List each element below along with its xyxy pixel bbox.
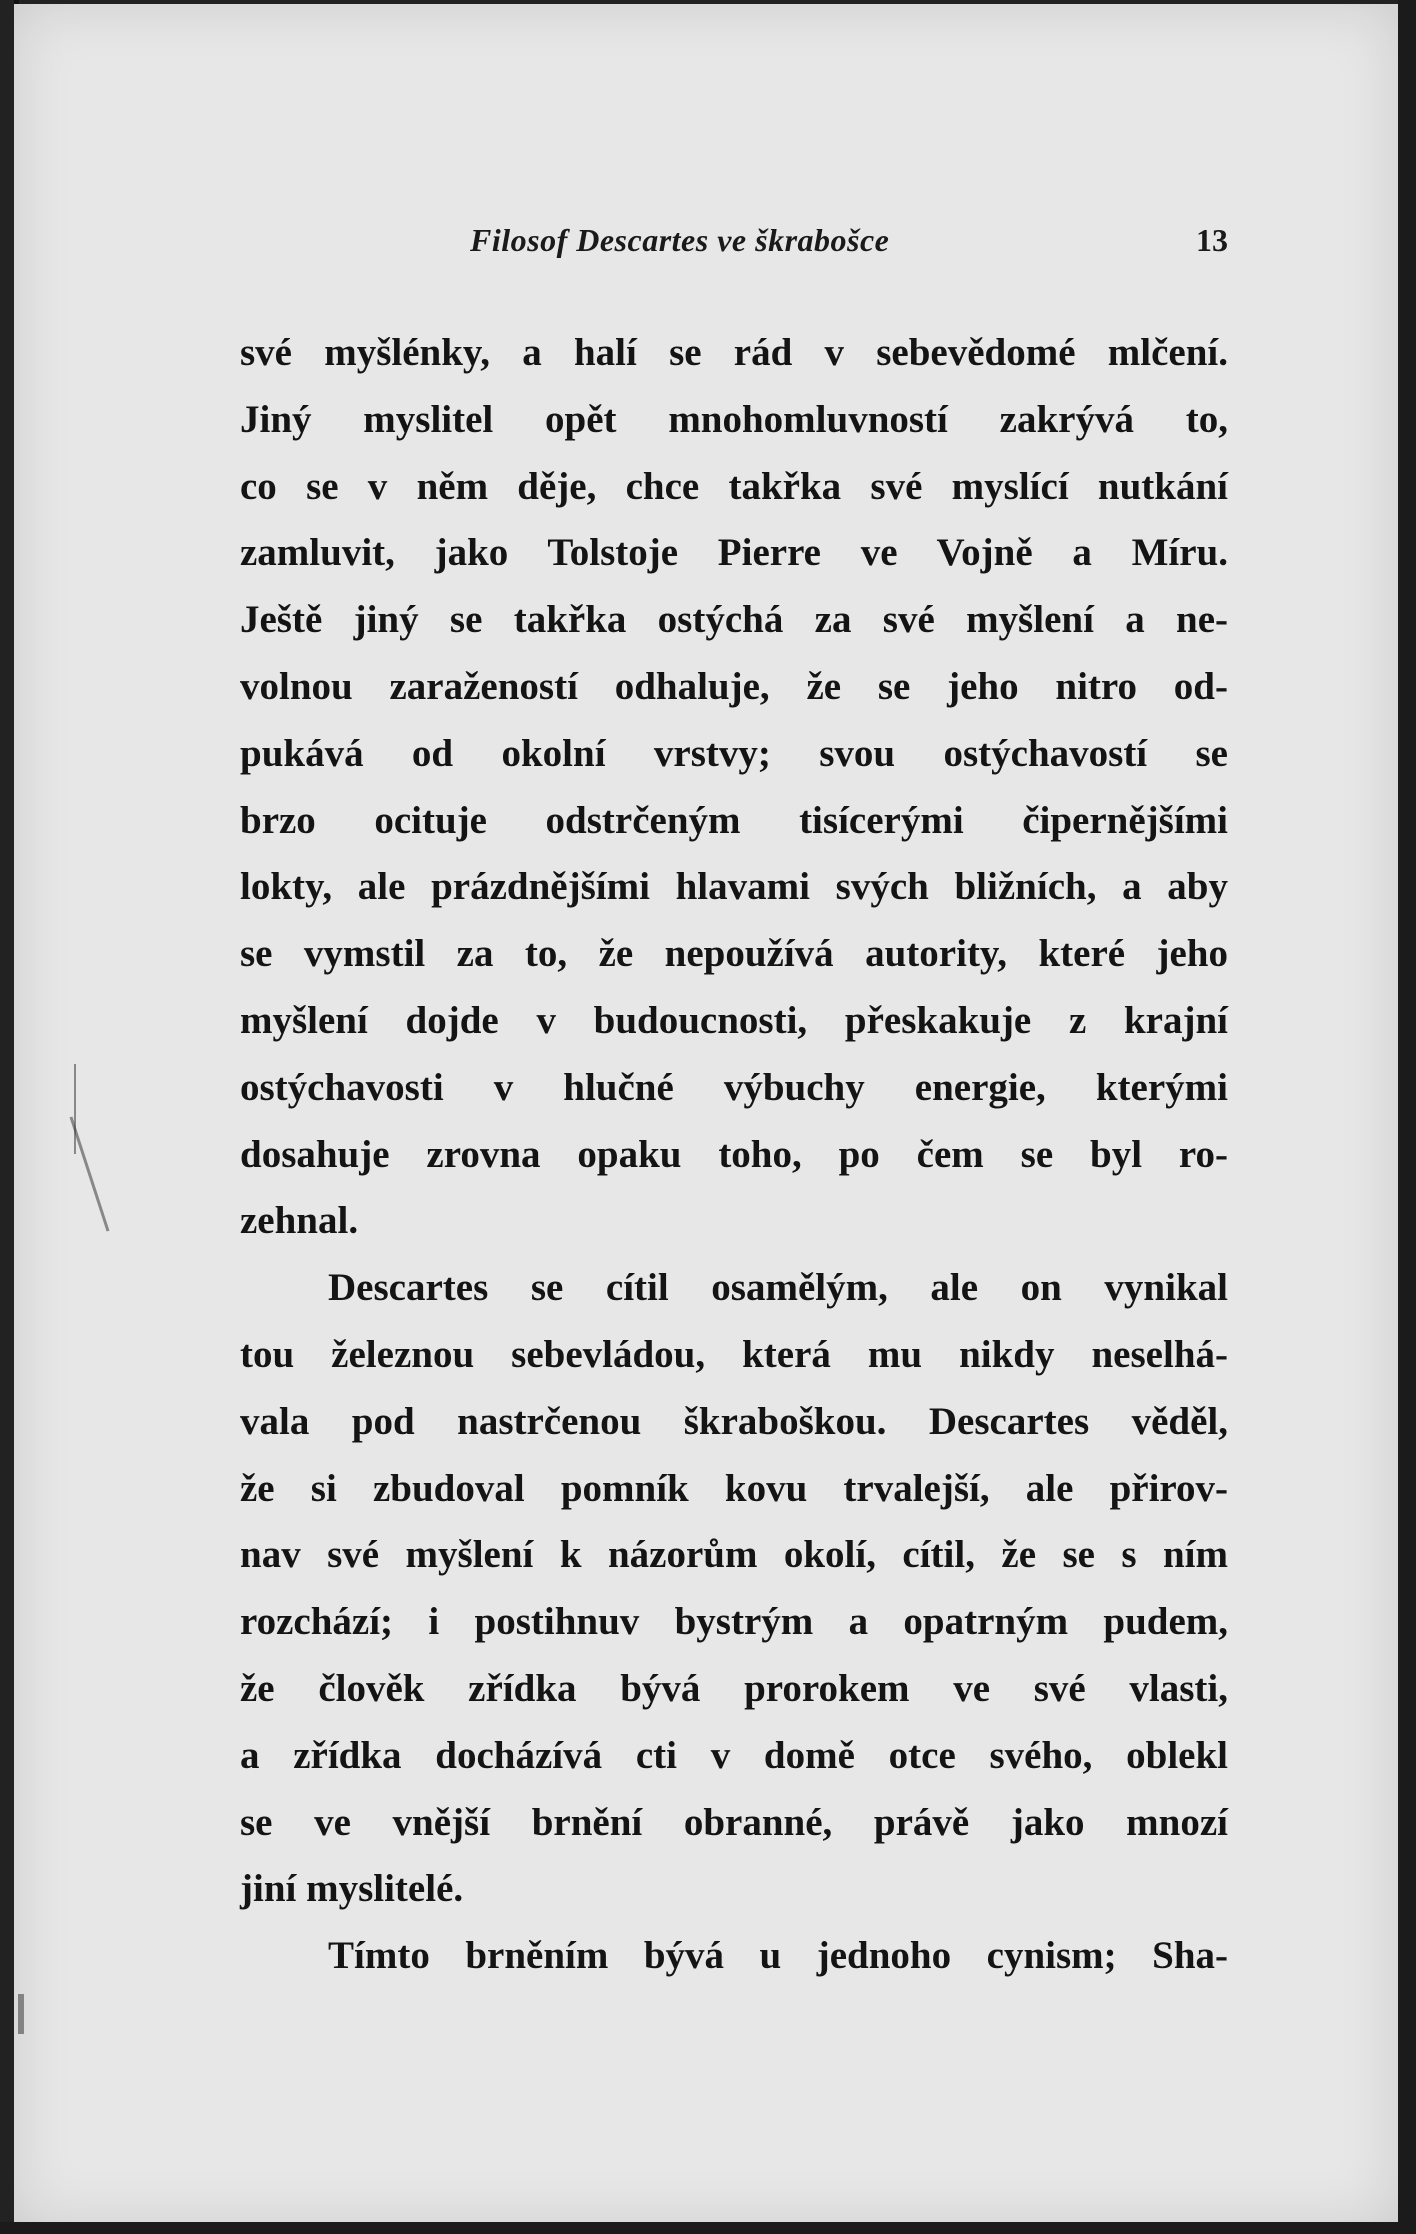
text-line: rozchází; i postihnuv bystrým a opatrným pudem, xyxy=(240,1600,1228,1644)
scan-speck xyxy=(18,1994,24,2034)
text-line: se vymstil za to, že nepoužívá autority, které jeho xyxy=(240,932,1228,976)
text-line: volnou zaražeností odhaluje, že se jeho nitro od- xyxy=(240,664,1228,708)
text-line: pukává od okolní vrstvy; svou ostýchavostí se xyxy=(240,731,1228,775)
paragraph-1 xyxy=(240,320,1228,1255)
text-line: Ještě jiný se takřka ostýchá za své myšlení a ne- xyxy=(240,598,1228,642)
text-line: dosahuje zrovna opaku toho, po čem se byl ro- xyxy=(240,1132,1228,1176)
text-line: brzo ocituje odstrčeným tisícerými čipernějšími xyxy=(240,798,1228,842)
text-line: že člověk zřídka bývá prorokem ve své vlasti, xyxy=(240,1666,1228,1710)
running-title: Filosof Descartes ve škrabošce xyxy=(470,222,890,258)
text-line: a zřídka docházívá cti v domě otce svého, oblekl xyxy=(240,1733,1228,1777)
text-line: tou železnou sebevládou, která mu nikdy neselhá- xyxy=(240,1332,1228,1376)
text-line: Descartes se cítil osamělým, ale on vynikal xyxy=(328,1266,1228,1310)
text-line: jiní myslitelé. xyxy=(240,1867,464,1911)
scan-speck xyxy=(70,1116,110,1231)
text-line: co se v něm děje, chce takřka své myslící nutkání xyxy=(240,464,1228,508)
paragraph-3 xyxy=(240,1923,1228,1990)
body-text xyxy=(240,320,1228,1990)
text-line: myšlení dojde v budoucnosti, přeskakuje z krajní xyxy=(240,998,1228,1042)
text-line: nav své myšlení k názorům okolí, cítil, že se s ním xyxy=(240,1533,1228,1577)
text-line: se ve vnější brnění obranné, právě jako mnozí xyxy=(240,1800,1228,1844)
text-line: své myšlénky, a halí se rád v sebevědomé mlčení. xyxy=(240,331,1228,374)
scan-right-edge xyxy=(1398,0,1416,2234)
text-line: vala pod nastrčenou škraboškou. Descartes věděl, xyxy=(240,1399,1228,1443)
running-header xyxy=(240,222,1228,272)
text-line: lokty, ale prázdnějšími hlavami svých bližních, a aby xyxy=(240,865,1228,909)
text-line: Jiný myslitel opět mnohomluvností zakrývá to, xyxy=(240,397,1228,441)
text-line: Tímto brněním bývá u jednoho cynism; Sha- xyxy=(328,1934,1228,1978)
scan-bottom-edge xyxy=(0,2222,1416,2234)
text-line: ostýchavosti v hlučné výbuchy energie, kterými xyxy=(240,1065,1228,1109)
scan-speck xyxy=(74,1064,76,1154)
page-number: 13 xyxy=(1196,222,1228,258)
text-line: zamluvit, jako Tolstoje Pierre ve Vojně a Míru. xyxy=(240,531,1228,575)
paragraph-2 xyxy=(240,1255,1228,1923)
text-line: zehnal. xyxy=(240,1199,359,1243)
text-line: že si zbudoval pomník kovu trvalejší, ale přirov- xyxy=(240,1466,1228,1510)
